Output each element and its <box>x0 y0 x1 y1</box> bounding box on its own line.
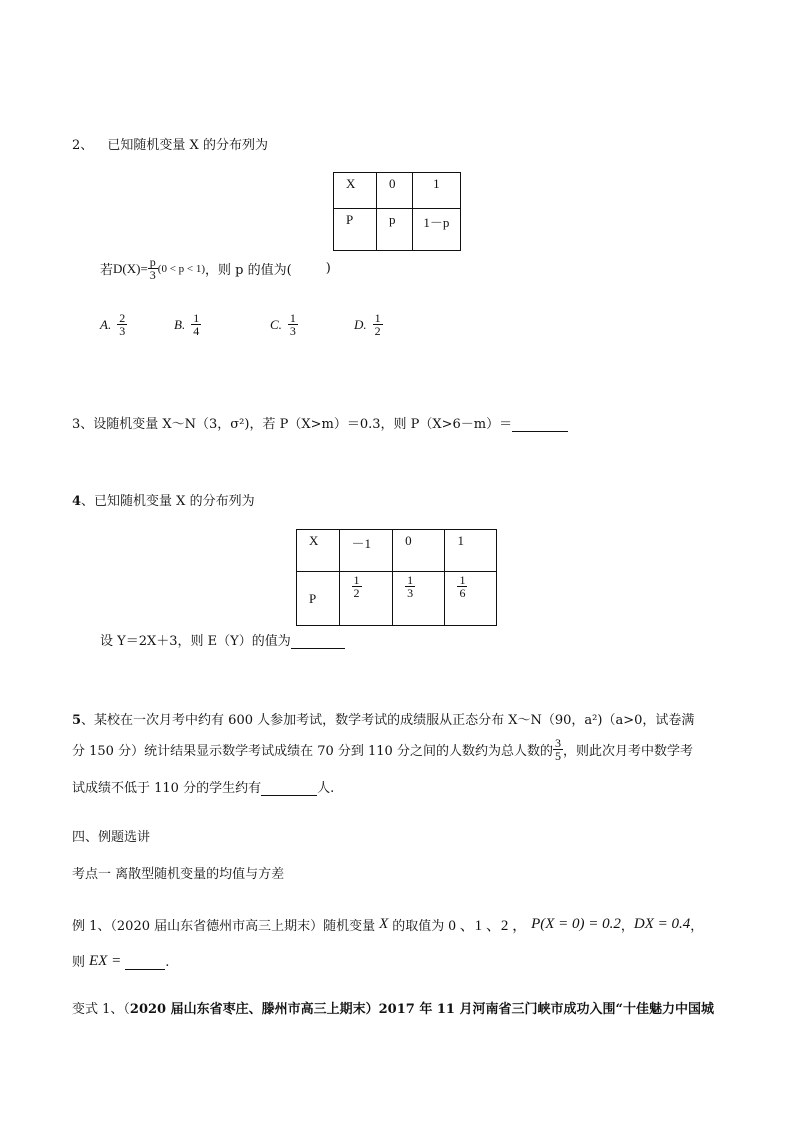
q4-table-cell: －1 <box>339 530 393 572</box>
q2-distribution-table <box>333 172 461 251</box>
q4-table-cell <box>445 572 497 626</box>
ex1-line1-pre: 例 1、（2020 届山东省德州市高三上期末）随机变量 <box>72 919 376 934</box>
ex1-line1 <box>72 914 703 935</box>
ex1-line2-post: . <box>165 955 170 970</box>
ex1-line2 <box>72 951 169 970</box>
q2-cond-fraction <box>148 256 158 281</box>
fraction-numerator: 1 <box>289 311 296 325</box>
fraction-denominator: 2 <box>374 324 381 338</box>
fraction-numerator: p <box>149 255 156 269</box>
ex1-var-x: X <box>379 916 389 932</box>
q3-text: 3、设随机变量 X～N（3，σ²)，若 P（X>m）＝0.3，则 P（X>6－m）＝ <box>72 417 513 432</box>
q4-answer-blank[interactable] <box>291 636 345 649</box>
option-letter: B. <box>174 316 186 332</box>
q4-table-cell: 0 <box>393 530 445 572</box>
q5-line2-pre: 分 150 分）统计结果显示数学考试成绩在 70 分到 110 分之间的人数约为总人数的 <box>72 744 553 759</box>
fraction-denominator: 3 <box>149 268 156 282</box>
q2-cond-dx: D(X)= <box>113 260 148 276</box>
fraction-numerator: 1 <box>193 311 200 325</box>
option-letter: D. <box>354 316 367 332</box>
q2-cond-prefix: 若 <box>100 263 114 278</box>
ex1-answer-blank[interactable] <box>125 957 165 970</box>
q4-table-cell: X <box>297 530 340 572</box>
ex1-p-expression: P(X = 0) = 0.2 <box>531 916 621 932</box>
fraction-numerator: 1 <box>353 573 360 587</box>
q2-table-cell: X <box>334 173 377 209</box>
option-letter: A. <box>100 316 112 332</box>
q5-answer-blank[interactable] <box>261 783 317 796</box>
q2-cond-close: ) <box>325 261 331 276</box>
fraction-denominator: 3 <box>119 324 126 338</box>
fraction-denominator: 2 <box>353 586 360 600</box>
q2-table-cell: p <box>376 209 412 251</box>
q4-prob-fraction <box>352 574 362 599</box>
ex1-line2-pre: 则 <box>72 955 86 970</box>
option-fraction <box>288 312 298 337</box>
fraction-numerator: 1 <box>459 573 466 587</box>
q4-stem-text: 、已知随机变量 X 的分布列为 <box>81 494 255 509</box>
q5-line3-post: 人. <box>317 781 335 796</box>
q4-distribution-table <box>296 529 497 626</box>
q2-table-cell: 1 <box>412 173 460 209</box>
q4-stem <box>72 490 255 509</box>
q5-line3-pre: 试成绩不低于 110 分的学生约有 <box>72 781 262 796</box>
option-fraction <box>191 312 201 337</box>
fraction-numerator: 2 <box>119 311 126 325</box>
q2-number: 2、 <box>72 138 94 153</box>
q4-follow-up <box>100 630 345 649</box>
var1 <box>72 998 714 1017</box>
ex1-values: 0 、1 、2 ， <box>448 918 528 934</box>
q5-line3 <box>72 777 334 796</box>
q4-number: 4 <box>72 494 82 509</box>
q3-answer-blank[interactable] <box>512 419 568 432</box>
q4-table-cell <box>339 572 393 626</box>
fraction-numerator: 1 <box>407 573 414 587</box>
ex1-dx-expression: DX = 0.4 <box>633 916 691 932</box>
fraction-numerator: 1 <box>374 311 381 325</box>
topic-heading: 考点一 离散型随机变量的均值与方差 <box>72 867 285 882</box>
q2-stem-text: 已知随机变量 X 的分布列为 <box>107 138 268 153</box>
fraction-numerator: 3 <box>554 736 561 750</box>
option-letter: C. <box>270 316 282 332</box>
fraction-denominator: 3 <box>289 324 296 338</box>
fraction-denominator: 6 <box>459 586 466 600</box>
ex1-line1-mid: 的取值为 <box>392 919 445 934</box>
option-fraction <box>117 312 127 337</box>
fraction-denominator: 3 <box>407 586 414 600</box>
q4-prob-fraction <box>405 574 415 599</box>
var1-bold-text: 2020 届山东省枣庄、滕州市高三上期末）2017 年 11 月河南省三门峡市成功入围“十佳魅力中国城 <box>129 1002 714 1017</box>
q4-after-text: 设 Y＝2X＋3，则 E（Y）的值为 <box>100 634 291 649</box>
q2-table-cell: 0 <box>376 173 412 209</box>
q4-table-cell: P <box>297 572 340 626</box>
q2-option-b[interactable] <box>174 312 201 337</box>
q4-prob-fraction <box>457 574 467 599</box>
q5-line1-text: 、某校在一次月考中约有 600 人参加考试，数学考试的成绩服从正态分布 X～N（90，a²)（a>0，试卷满 <box>81 713 695 728</box>
section-title: 四、例题选讲 <box>72 830 151 845</box>
q4-table-cell <box>393 572 445 626</box>
q5-line2-post: ，则此次月考中数学考 <box>562 744 693 759</box>
var1-prefix: 变式 1、（ <box>72 1002 130 1017</box>
ex1-comma2: ， <box>690 919 704 934</box>
fraction-denominator: 5 <box>554 749 561 763</box>
q5-line2 <box>72 737 693 762</box>
q2-cond-post: ，则 p 的值为( <box>205 263 292 278</box>
q5-number: 5 <box>72 713 82 728</box>
q3 <box>72 413 568 432</box>
q2-cond-range: (0 < p < 1) <box>157 262 206 275</box>
q2-table-cell: 1－p <box>412 209 460 251</box>
q5-line1 <box>72 709 694 728</box>
q4-table-cell: 1 <box>445 530 497 572</box>
ex1-comma: ， <box>620 919 634 934</box>
q2-table-cell: P <box>334 209 377 251</box>
q2-condition <box>100 256 331 281</box>
q5-fraction <box>553 737 563 762</box>
option-fraction <box>373 312 383 337</box>
fraction-denominator: 4 <box>193 324 200 338</box>
q2-stem <box>72 134 268 153</box>
q2-option-d[interactable] <box>354 312 383 337</box>
q2-option-c[interactable] <box>270 312 298 337</box>
ex1-ex-expression: EX = <box>89 953 122 969</box>
q2-option-a[interactable] <box>100 312 127 337</box>
